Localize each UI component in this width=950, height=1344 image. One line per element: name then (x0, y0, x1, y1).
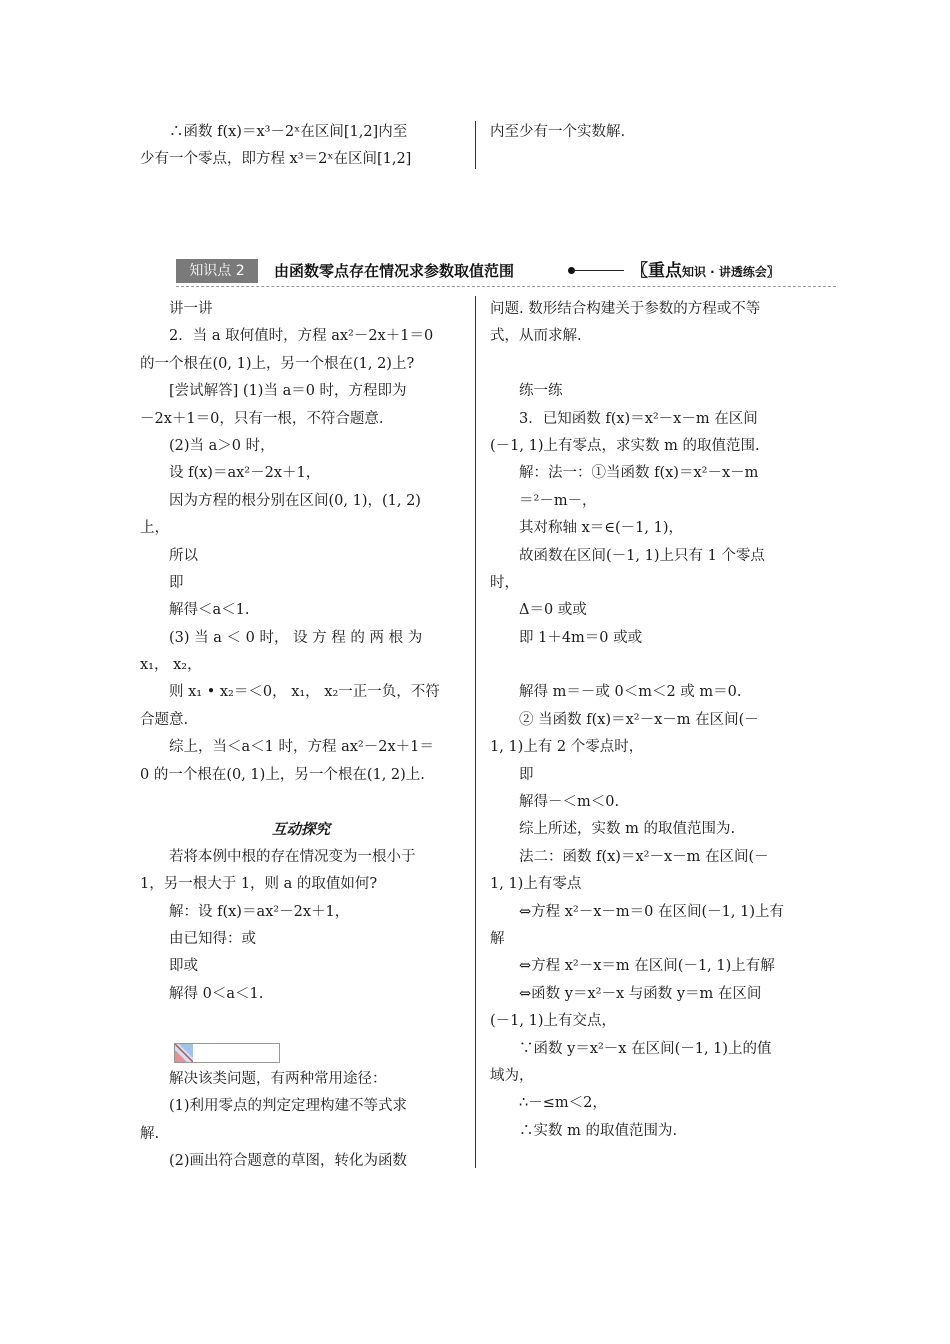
text-line: 即或 (169, 958, 198, 975)
text-line: ∴实数 m 的取值范围为. (519, 1122, 678, 1139)
text-line: 讲一讲 (169, 301, 213, 317)
text-line: 合题意. (140, 711, 189, 728)
right-column (490, 296, 812, 1145)
text-line: ⇔方程 x²－x－m＝0 在区间(－1, 1)上有 (519, 903, 784, 920)
text-line: 即 (169, 574, 184, 591)
text-line: ∴－≤m＜2， (519, 1095, 607, 1112)
text-line: 1, 1)上有 2 个零点时， (490, 739, 644, 756)
text-line: 若将本例中根的存在情况变为一根小于 (169, 848, 416, 865)
text-line: 解. (140, 1125, 160, 1142)
text-line: 解：法一：①当函数 f(x)＝x²－x－m (519, 465, 759, 482)
text-line: 解得 0＜a＜1. (169, 985, 264, 1002)
text-line (490, 652, 812, 679)
text-line: (－1, 1)上有交点， (490, 1013, 616, 1030)
text-line: ② 当函数 f(x)＝x²－x－m 在区间(－ (519, 711, 759, 728)
text-line: x₁， x₂， (140, 657, 202, 674)
text-line: (1)利用零点的判定定理构建不等式求 (169, 1098, 408, 1115)
text-line: 解得＜a＜1. (169, 602, 250, 619)
text-line: 设 f(x)＝ax²－2x＋1， (169, 465, 321, 482)
banner-label-small: 知识 · 讲透练会〗 (682, 265, 779, 279)
image-icon (175, 1044, 193, 1062)
text-line (490, 351, 812, 378)
text-line: [尝试解答] (1)当 a＝0 时，方程即为 (169, 383, 407, 400)
text-line: 综上所述，实数 m 的取值范围为. (519, 821, 736, 838)
text-line: 即 1＋4m＝0 或或 (519, 629, 643, 646)
text-line: 综上，当＜a＜1 时，方程 ax²－2x＋1＝ (169, 739, 434, 756)
column-divider (475, 121, 476, 169)
text-line (140, 789, 462, 816)
banner-label-big: 〖重点 (631, 261, 682, 281)
text-line: ＝²－m－， (519, 492, 597, 509)
text-line: 2．当 a 取何值时，方程 ax²－2x＋1＝0 (169, 328, 434, 345)
section-banner (176, 259, 836, 285)
banner-dashed-rule (176, 286, 836, 287)
text-line: 解得－＜m＜0. (519, 794, 620, 811)
text-line: 解 (490, 930, 505, 947)
text-line: 法二：函数 f(x)＝x²－x－m 在区间(－ (519, 848, 769, 865)
text-line: ⇔方程 x²－x＝m 在区间(－1, 1)上有解 (519, 958, 775, 975)
text-line: Δ＝0 或或 (519, 602, 587, 619)
text-line: (2)当 a＞0 时， (169, 437, 275, 454)
text-line: 解得 m＝－或 0＜m＜2 或 m＝0. (519, 684, 742, 701)
text-line: 内至少有一个实数解. (490, 124, 626, 140)
text-line: 式，从而求解. (490, 328, 582, 345)
text-line: 解决该类问题，有两种常用途径： (169, 1071, 387, 1087)
text-line: 问题. 数形结合构建关于参数的方程或不等 (490, 301, 761, 317)
text-line: 故函数在区间(－1, 1)上只有 1 个零点 (519, 547, 765, 564)
text-line: 少有一个零点，即方程 x³＝2ˣ在区间[1,2] (140, 151, 412, 168)
text-line: 域为， (490, 1067, 534, 1084)
text-line: 3．已知函数 f(x)＝x²－x－m 在区间 (519, 410, 758, 427)
text-line: ∵函数 y＝x²－x 在区间(－1, 1)上的值 (519, 1040, 772, 1057)
text-line: ⇔函数 y＝x²－x 与函数 y＝m 在区间 (519, 985, 762, 1002)
interactive-inquiry-heading: 互动探究 (272, 821, 330, 839)
text-line: 1，另一根大于 1，则 a 的取值如何? (140, 876, 378, 893)
text-line: 所以 (169, 547, 198, 564)
column-divider (475, 296, 476, 1168)
text-line: ∴函数 f(x)＝x³－2ˣ在区间[1,2]内至 (169, 124, 408, 140)
text-line: 时， (490, 574, 519, 591)
text-line: －2x＋1＝0，只有一根，不符合题意. (140, 410, 384, 427)
text-line: (－1, 1)上有零点，求实数 m 的取值范围. (490, 437, 760, 454)
top-right-text (490, 119, 812, 146)
banner-line (572, 270, 624, 271)
text-line: (3) 当 a ＜ 0 时， 设 方 程 的 两 根 为 (169, 629, 423, 646)
left-column-tip (140, 1066, 462, 1176)
text-line: 由已知得：或 (169, 930, 256, 947)
text-line: 1, 1)上有零点 (490, 876, 582, 893)
text-line: (2)画出符合题意的草图，转化为函数 (169, 1153, 408, 1170)
top-left-text (140, 119, 462, 174)
text-line: 因为方程的根分别在区间(0, 1)，(1, 2) (169, 492, 421, 509)
text-line: 练一练 (519, 383, 563, 400)
text-line: 的一个根在(0, 1)上，另一个根在(1, 2)上? (140, 355, 415, 372)
text-line: 0 的一个根在(0, 1)上，另一个根在(1, 2)上. (140, 766, 425, 783)
text-line: 解：设 f(x)＝ax²－2x＋1， (169, 903, 350, 920)
text-line: 即 (519, 766, 534, 783)
left-column (140, 296, 462, 1008)
text-line: 则 x₁ • x₂＝＜0， x₁， x₂一正一负，不符 (169, 684, 440, 701)
figure-placeholder (174, 1043, 280, 1063)
text-line: 其对称轴 x＝∈(－1, 1)， (519, 520, 684, 537)
section-tag: 知识点 2 (176, 259, 258, 283)
text-line: 上， (140, 520, 169, 537)
section-title: 由函数零点存在情况求参数取值范围 (274, 262, 515, 280)
banner-label (631, 259, 779, 284)
